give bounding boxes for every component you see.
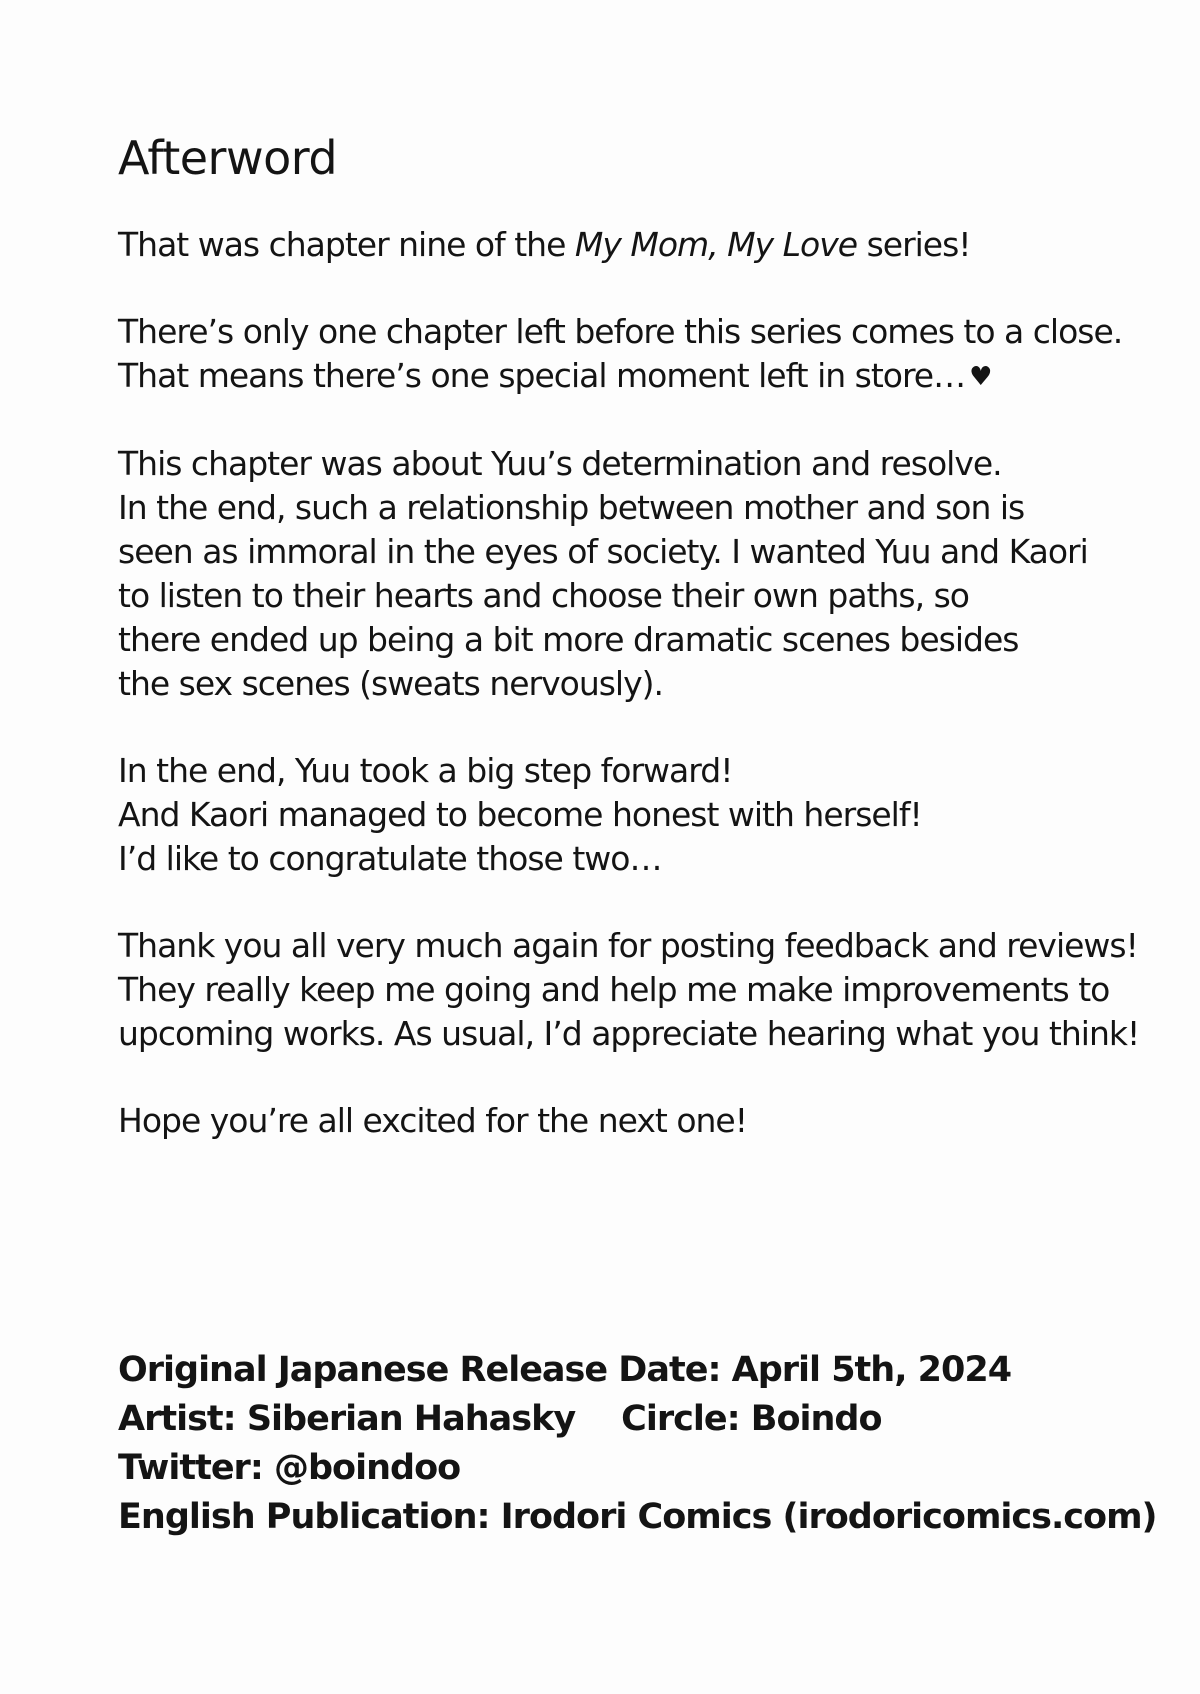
intro-text-before: That was chapter nine of the <box>118 224 575 264</box>
intro-text-after: series! <box>857 224 971 264</box>
text-line: Hope you’re all excited for the next one! <box>118 1100 747 1140</box>
paragraph-congratulations <box>118 749 1118 881</box>
paragraph-sign-off <box>118 1099 1118 1143</box>
text-line: there ended up being a bit more dramatic scenes besides <box>118 619 1019 659</box>
text-line: They really keep me going and help me make improvements to <box>118 969 1110 1009</box>
text-line: I’d like to congratulate those two… <box>118 838 662 878</box>
text-line: to listen to their hearts and choose their own paths, so <box>118 575 969 615</box>
text-line: In the end, Yuu took a big step forward! <box>118 750 733 790</box>
text-line: This chapter was about Yuu’s determination and resolve. <box>118 443 1002 483</box>
paragraph-chapter-theme <box>118 442 1118 706</box>
text-line <box>118 223 1118 267</box>
text-line <box>118 354 1118 399</box>
text-line: In the end, such a relationship between mother and son is <box>118 487 1025 527</box>
twitter-credit: Twitter: @boindoo <box>118 1448 461 1488</box>
text-line-content: That means there’s one special moment left in store… <box>118 355 966 395</box>
paragraph-thanks <box>118 924 1140 1056</box>
text-line: upcoming works. As usual, I’d appreciate hearing what you think! <box>118 1013 1140 1053</box>
publication-credit: English Publication: Irodori Comics (irodoricomics.com) <box>118 1497 1157 1537</box>
text-line: And Kaori managed to become honest with herself! <box>118 794 922 834</box>
paragraph-closing-chapter <box>118 310 1123 399</box>
page-title: Afterword <box>118 131 338 185</box>
text-line: Thank you all very much again for posting feedback and reviews! <box>118 925 1138 965</box>
circle-credit: Circle: Boindo <box>621 1399 882 1439</box>
artist-credit: Artist: Siberian Hahasky <box>118 1399 576 1439</box>
text-line: seen as immoral in the eyes of society. I wanted Yuu and Kaori <box>118 531 1088 571</box>
text-line: the sex scenes (sweats nervously). <box>118 663 663 703</box>
release-date: Original Japanese Release Date: April 5th, 2024 <box>118 1350 1012 1390</box>
paragraph-intro <box>118 223 1118 267</box>
artist-circle-line <box>118 1395 1158 1444</box>
afterword-body <box>118 131 1140 1186</box>
text-line: There’s only one chapter left before this series comes to a close. <box>118 311 1123 351</box>
credits-block <box>118 1346 1158 1542</box>
heart-icon: ♥ <box>969 361 992 392</box>
series-title: My Mom, My Love <box>574 224 858 264</box>
